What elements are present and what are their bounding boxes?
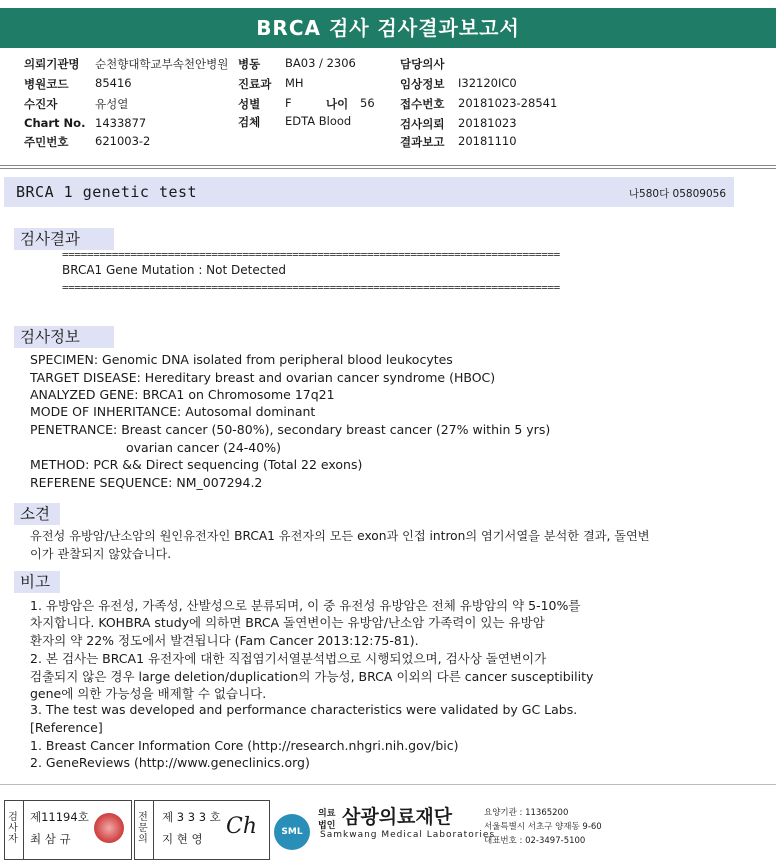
result-heading: 검사결과 [14, 228, 114, 250]
info-value: I32120IC0 [458, 76, 517, 90]
info-value: 20181023 [458, 116, 517, 130]
doctor-label: 전문의 [138, 812, 148, 845]
test-info-line: SPECIMEN: Genomic DNA isolated from peripheral blood leukocytes [30, 352, 453, 367]
test-info-line: REFERENE SEQUENCE: NM_007294.2 [30, 475, 263, 490]
info-value: F [285, 96, 292, 110]
test-info-line: ovarian cancer (24-40%) [126, 440, 281, 455]
remarks-line: 2. 본 검사는 BRCA1 유전자에 대한 직접염기서열분석법으로 시행되었으며, 검사상 돌연변이가 [30, 651, 547, 666]
info-label: 수진자 [24, 97, 58, 111]
org-prefix-1: 의료 [318, 809, 336, 819]
info-label: Chart No. [24, 116, 86, 130]
opinion-line: 유전성 유방암/난소암의 원인유전자인 BRCA1 유전자의 모든 exon과 인접 intron의 염기서열을 분석한 결과, 돌연변 [30, 529, 650, 543]
remarks-line: 1. Breast Cancer Information Core (http://research.nhgri.nih.gov/bic) [30, 738, 459, 753]
opinion-line: 이가 관찰되지 않았습니다. [30, 547, 172, 561]
org-contact: 서울특별시 서초구 양재동 9-60 [484, 822, 602, 832]
remarks-line: [Reference] [30, 720, 103, 735]
info-label: 결과보고 [400, 135, 445, 149]
info-value: MH [285, 76, 304, 90]
age-label: 나이 [326, 97, 349, 111]
test-info-line: MODE OF INHERITANCE: Autosomal dominant [30, 404, 316, 419]
remarks-line: 차지합니다. KOHBRA study에 의하면 BRCA 돌연변이는 유방암/난소암 가족력이 있는 유방암 [30, 615, 545, 630]
info-label: 성별 [238, 97, 261, 111]
opinion-heading: 소견 [14, 503, 60, 525]
remarks-heading: 비고 [14, 571, 60, 593]
result-text: BRCA1 Gene Mutation : Not Detected [62, 263, 287, 277]
test-title-bar [4, 177, 734, 207]
tester-license: 제11194호 [30, 810, 89, 824]
divider [0, 165, 776, 166]
result-rule-top: ================================================================================ [62, 248, 560, 261]
info-value: 621003-2 [95, 134, 151, 148]
doctor-license: 제 3 3 3 호 [162, 810, 221, 824]
info-label: 의뢰기관명 [24, 57, 80, 71]
age-value: 56 [360, 96, 375, 110]
remarks-line: 1. 유방암은 유전성, 가족성, 산발성으로 분류되며, 이 중 유전성 유방암은 전체 유방암의 약 5-10%를 [30, 598, 581, 613]
info-value: 20181023-28541 [458, 96, 558, 110]
test-info-line: METHOD: PCR && Direct sequencing (Total 22 exons) [30, 457, 363, 472]
info-label: 주민번호 [24, 135, 69, 149]
remarks-line: gene에 의한 가능성을 배제할 수 없습니다. [30, 686, 267, 701]
test-info-heading: 검사정보 [14, 326, 114, 348]
org-contact: 요양기관 : 11365200 [484, 808, 569, 818]
org-prefix-2: 법인 [318, 821, 336, 831]
info-value: EDTA Blood [285, 114, 352, 128]
info-value: 유성열 [95, 97, 129, 111]
test-code: 나580다 05809056 [628, 188, 726, 200]
test-info-line: TARGET DISEASE: Hereditary breast and ovarian cancer syndrome (HBOC) [30, 370, 496, 385]
info-label: 검체 [238, 115, 261, 129]
tester-label: 검사자 [8, 812, 18, 845]
info-label: 담당의사 [400, 57, 445, 71]
org-contact: 대표번호 : 02-3497-5100 [484, 836, 586, 846]
info-value: 순천향대학교부속천안병원 [95, 57, 229, 71]
test-info-line: PENETRANCE: Breast cancer (50-80%), secondary breast cancer (27% within 5 yrs) [30, 422, 551, 437]
info-label: 진료과 [238, 77, 272, 91]
test-title: BRCA 1 genetic test [16, 183, 198, 201]
info-value: 85416 [95, 76, 132, 90]
info-label: 임상정보 [400, 77, 445, 91]
test-info-line: ANALYZED GENE: BRCA1 on Chromosome 17q21 [30, 387, 335, 402]
info-value: BA03 / 2306 [285, 56, 356, 70]
info-value: 20181110 [458, 134, 517, 148]
result-rule-bottom: ================================================================================ [62, 281, 560, 294]
remarks-line: 3. The test was developed and performance characteristics were validated by GC Labs. [30, 702, 578, 717]
patient-info-block [0, 52, 776, 162]
info-label: 검사의뢰 [400, 117, 445, 131]
signature: Ch [226, 814, 258, 839]
remarks-line: 2. GeneReviews (http://www.geneclinics.org) [30, 755, 310, 770]
sml-logo-icon: SML [274, 814, 310, 850]
remarks-line: 검출되지 않은 경우 large deletion/duplication의 가능성, BRCA 이외의 다른 cancer susceptibility [30, 669, 594, 684]
org-name-en: Samkwang Medical Laboratories [320, 830, 496, 840]
seal-icon [94, 813, 124, 843]
divider [0, 784, 776, 785]
report-title: BRCA 검사 검사결과보고서 [0, 8, 776, 48]
tester-name: 최 삼 규 [30, 832, 71, 846]
info-label: 접수번호 [400, 97, 445, 111]
info-label: 병동 [238, 57, 261, 71]
remarks-line: 환자의 약 22% 정도에서 발견됩니다 (Fam Cancer 2013:12:75-81). [30, 633, 419, 648]
info-value: 1433877 [95, 116, 147, 130]
doctor-name: 지 현 영 [162, 832, 203, 846]
org-name: 삼광의료재단 [342, 806, 453, 828]
info-label: 병원코드 [24, 77, 69, 91]
report-footer [0, 798, 776, 866]
divider [0, 168, 776, 169]
